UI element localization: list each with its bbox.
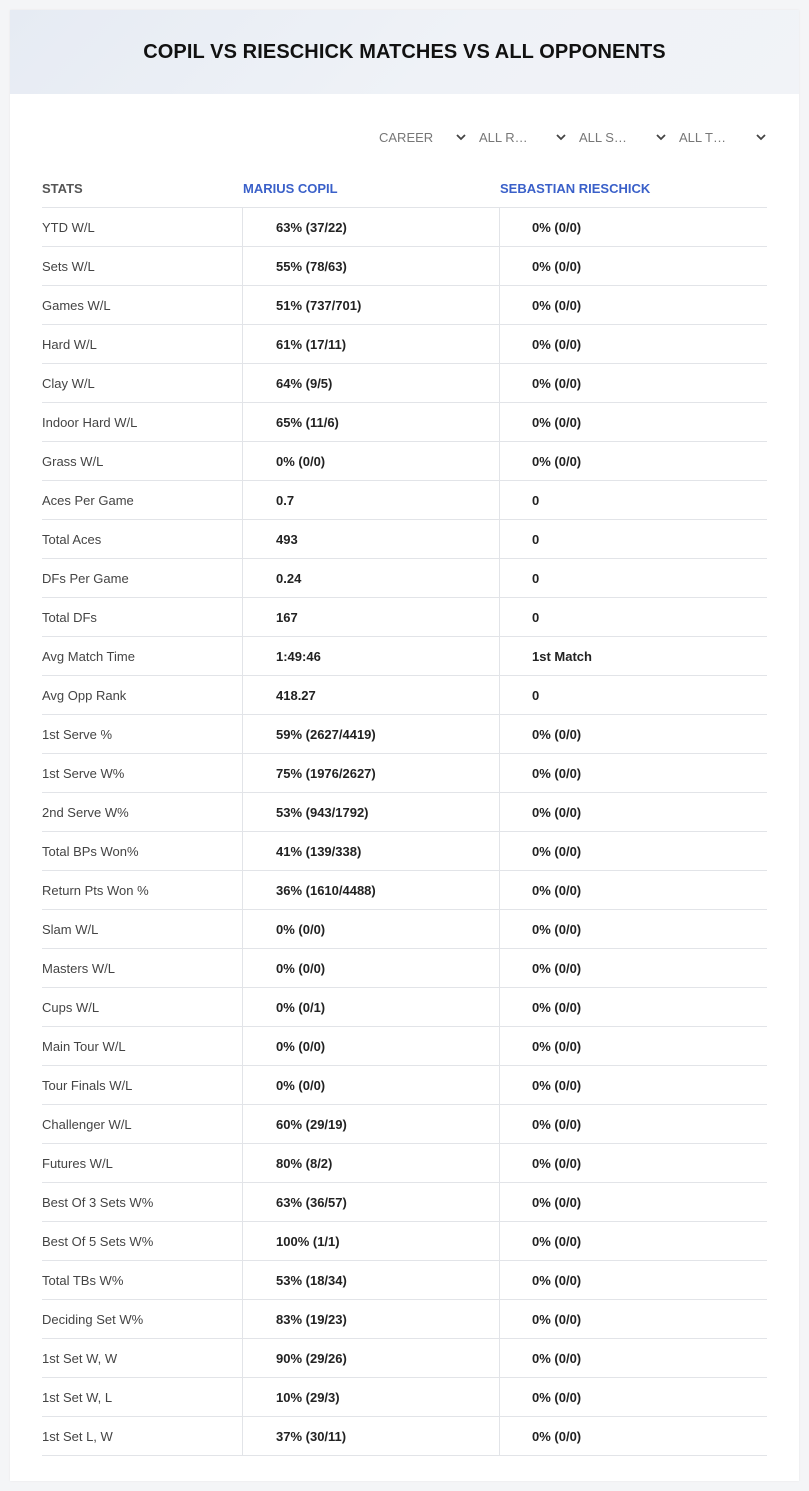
player2-value: 0% (0/0) <box>532 804 582 820</box>
player2-value: 0% (0/0) <box>532 765 582 781</box>
table-row <box>42 442 767 481</box>
table-row <box>42 1027 767 1066</box>
player1-value: 0.24 <box>243 559 500 597</box>
card-header <box>10 10 799 94</box>
table-row <box>42 871 767 910</box>
player2-value: 0% (0/0) <box>532 960 582 976</box>
player1-value: 63% (36/57) <box>243 1183 500 1221</box>
table-row <box>42 520 767 559</box>
stats-card <box>10 10 799 1481</box>
player1-value: 100% (1/1) <box>243 1222 500 1260</box>
chevron-down-icon <box>455 131 467 143</box>
table-row <box>42 286 767 325</box>
table-row <box>42 403 767 442</box>
player2-value: 0% (0/0) <box>532 1389 582 1405</box>
table-row <box>42 754 767 793</box>
stat-label: Tour Finals W/L <box>42 1066 243 1104</box>
player2-value: 0 <box>532 531 540 547</box>
player1-value: 0% (0/0) <box>243 1066 500 1104</box>
table-row <box>42 1261 767 1300</box>
player1-value: 75% (1976/2627) <box>243 754 500 792</box>
player1-value: 0% (0/0) <box>243 910 500 948</box>
stat-label: Sets W/L <box>42 247 243 285</box>
filter-round-select[interactable] <box>475 126 567 148</box>
player2-value: 0% (0/0) <box>532 1194 582 1210</box>
table-row <box>42 1144 767 1183</box>
player1-value: 53% (18/34) <box>243 1261 500 1299</box>
player2-value: 0% (0/0) <box>532 1350 582 1366</box>
player1-value: 418.27 <box>243 676 500 714</box>
player2-value: 0% (0/0) <box>532 1038 582 1054</box>
stat-label: Best Of 5 Sets W% <box>42 1222 243 1260</box>
table-header <box>42 170 767 208</box>
player1-value: 60% (29/19) <box>243 1105 500 1143</box>
player2-value: 0% (0/0) <box>532 882 582 898</box>
table-row <box>42 325 767 364</box>
player1-value: 10% (29/3) <box>243 1378 500 1416</box>
table-row <box>42 1222 767 1261</box>
stat-label: Grass W/L <box>42 442 243 480</box>
player2-value: 0% (0/0) <box>532 375 582 391</box>
player2-value: 0% (0/0) <box>532 1116 582 1132</box>
stat-label: Aces Per Game <box>42 481 243 519</box>
player2-value: 0% (0/0) <box>532 219 582 235</box>
table-row <box>42 1300 767 1339</box>
player2-value: 0% (0/0) <box>532 1077 582 1093</box>
stat-label: 1st Serve W% <box>42 754 243 792</box>
table-body <box>42 208 767 1456</box>
stat-label: Cups W/L <box>42 988 243 1026</box>
stat-label: Indoor Hard W/L <box>42 403 243 441</box>
player2-value: 0% (0/0) <box>532 336 582 352</box>
table-row <box>42 1105 767 1144</box>
filter-tournament-select[interactable] <box>675 126 767 148</box>
player2-value: 0 <box>532 570 540 586</box>
stat-label: 2nd Serve W% <box>42 793 243 831</box>
player2-value: 0% (0/0) <box>532 1311 582 1327</box>
table-row <box>42 793 767 832</box>
table-row <box>42 559 767 598</box>
table-row <box>42 637 767 676</box>
table-row <box>42 1417 767 1456</box>
player1-value: 59% (2627/4419) <box>243 715 500 753</box>
table-row <box>42 1183 767 1222</box>
column-header-stats: STATS <box>42 181 83 196</box>
player2-value: 0% (0/0) <box>532 1428 582 1444</box>
table-row <box>42 988 767 1027</box>
player1-value: 0% (0/1) <box>243 988 500 1026</box>
table-row <box>42 247 767 286</box>
player2-value: 0% (0/0) <box>532 414 582 430</box>
player1-value: 37% (30/11) <box>243 1417 500 1455</box>
table-row <box>42 910 767 949</box>
player1-value: 1:49:46 <box>243 637 500 675</box>
filter-label: ALL R… <box>479 129 528 145</box>
player2-value: 0% (0/0) <box>532 843 582 859</box>
table-row <box>42 715 767 754</box>
stat-label: Masters W/L <box>42 949 243 987</box>
filter-period-select[interactable] <box>375 126 467 148</box>
table-row <box>42 364 767 403</box>
player1-value: 0% (0/0) <box>243 442 500 480</box>
table-row <box>42 598 767 637</box>
stats-table <box>42 170 767 1456</box>
player1-value: 64% (9/5) <box>243 364 500 402</box>
player1-value: 61% (17/11) <box>243 325 500 363</box>
stat-label: Slam W/L <box>42 910 243 948</box>
player1-value: 53% (943/1792) <box>243 793 500 831</box>
column-header-player1[interactable]: MARIUS COPIL <box>243 181 338 196</box>
player1-value: 83% (19/23) <box>243 1300 500 1338</box>
player1-value: 41% (139/338) <box>243 832 500 870</box>
player2-value: 0% (0/0) <box>532 453 582 469</box>
table-row <box>42 481 767 520</box>
stat-label: 1st Set W, L <box>42 1378 243 1416</box>
stat-label: Clay W/L <box>42 364 243 402</box>
table-row <box>42 1378 767 1417</box>
filter-surface-select[interactable] <box>575 126 667 148</box>
player2-value: 0% (0/0) <box>532 1155 582 1171</box>
stat-label: Deciding Set W% <box>42 1300 243 1338</box>
player1-value: 36% (1610/4488) <box>243 871 500 909</box>
chevron-down-icon <box>755 131 767 143</box>
player1-value: 493 <box>243 520 500 558</box>
filter-label: ALL T… <box>679 129 726 145</box>
player2-value: 0% (0/0) <box>532 1233 582 1249</box>
player1-value: 0% (0/0) <box>243 949 500 987</box>
page-title: COPIL VS RIESCHICK MATCHES VS ALL OPPONENTS <box>143 40 666 63</box>
player1-value: 55% (78/63) <box>243 247 500 285</box>
player2-value: 0 <box>532 609 540 625</box>
player2-value: 0% (0/0) <box>532 921 582 937</box>
player2-value: 0 <box>532 687 540 703</box>
player1-value: 167 <box>243 598 500 636</box>
player2-value: 0% (0/0) <box>532 726 582 742</box>
player2-value: 0% (0/0) <box>532 999 582 1015</box>
stat-label: YTD W/L <box>42 208 243 246</box>
stat-label: Challenger W/L <box>42 1105 243 1143</box>
stat-label: Main Tour W/L <box>42 1027 243 1065</box>
stat-label: Hard W/L <box>42 325 243 363</box>
stat-label: Avg Opp Rank <box>42 676 243 714</box>
player2-value: 0% (0/0) <box>532 1272 582 1288</box>
player1-value: 51% (737/701) <box>243 286 500 324</box>
table-row <box>42 949 767 988</box>
chevron-down-icon <box>655 131 667 143</box>
stat-label: Avg Match Time <box>42 637 243 675</box>
player1-value: 0% (0/0) <box>243 1027 500 1065</box>
table-row <box>42 832 767 871</box>
stat-label: Best Of 3 Sets W% <box>42 1183 243 1221</box>
filter-bar <box>375 126 767 148</box>
stat-label: 1st Set L, W <box>42 1417 243 1455</box>
table-row <box>42 1339 767 1378</box>
player1-value: 65% (11/6) <box>243 403 500 441</box>
player2-value: 1st Match <box>532 648 592 664</box>
stat-label: 1st Set W, W <box>42 1339 243 1377</box>
table-row <box>42 676 767 715</box>
stat-label: Return Pts Won % <box>42 871 243 909</box>
table-row <box>42 208 767 247</box>
filter-label: ALL S… <box>579 129 627 145</box>
stat-label: Games W/L <box>42 286 243 324</box>
player2-value: 0% (0/0) <box>532 297 582 313</box>
chevron-down-icon <box>555 131 567 143</box>
stat-label: Total DFs <box>42 598 243 636</box>
stat-label: Total Aces <box>42 520 243 558</box>
column-header-player2[interactable]: SEBASTIAN RIESCHICK <box>500 181 651 196</box>
player1-value: 80% (8/2) <box>243 1144 500 1182</box>
stat-label: DFs Per Game <box>42 559 243 597</box>
stat-label: Futures W/L <box>42 1144 243 1182</box>
filter-label: CAREER <box>379 129 434 145</box>
player1-value: 0.7 <box>243 481 500 519</box>
player2-value: 0 <box>532 492 540 508</box>
table-row <box>42 1066 767 1105</box>
stat-label: Total BPs Won% <box>42 832 243 870</box>
player1-value: 63% (37/22) <box>243 208 500 246</box>
stat-label: Total TBs W% <box>42 1261 243 1299</box>
player1-value: 90% (29/26) <box>243 1339 500 1377</box>
stat-label: 1st Serve % <box>42 715 243 753</box>
player2-value: 0% (0/0) <box>532 258 582 274</box>
